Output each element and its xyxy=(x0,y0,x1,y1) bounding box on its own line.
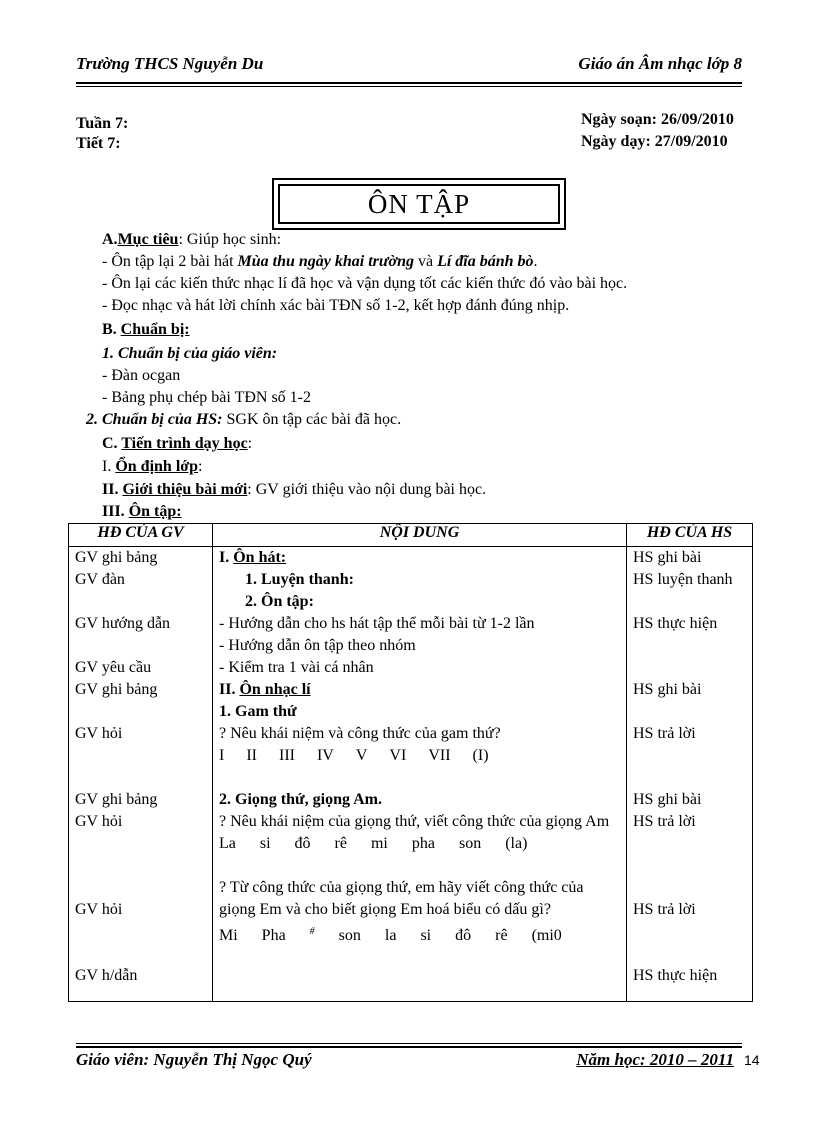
content-s1-line2: - Hướng dẫn ôn tập theo nhóm xyxy=(219,637,416,654)
section-a-title: Mục tiêu xyxy=(117,231,179,248)
step-3-title: Ôn tập: xyxy=(128,503,182,520)
am-note-3: đô xyxy=(294,835,311,852)
student-prep-heading: 2. Chuẩn bị của HS: xyxy=(86,411,223,428)
hs-14 xyxy=(633,833,746,855)
em-note-1: Mi xyxy=(219,927,238,945)
gv-18 xyxy=(75,921,206,943)
section-a-intro: : Giúp học sinh: xyxy=(178,231,282,248)
gv-6: GV yêu cầu xyxy=(75,659,152,676)
section-a-heading xyxy=(102,231,281,249)
teacher-activity-column xyxy=(69,547,213,1002)
teacher-name: Giáo viên: Nguyễn Thị Ngọc Quý xyxy=(76,1050,312,1069)
header-teacher-activity: HĐ CỦA GV xyxy=(69,524,213,547)
em-note-4: la xyxy=(384,927,397,945)
degree-2: II xyxy=(246,747,257,764)
content-s1-item2: 2. Ôn tập: xyxy=(245,593,314,610)
degree-5: V xyxy=(355,747,368,764)
header-content: NỘI DUNG xyxy=(213,524,627,547)
song-1: Mùa thu ngày khai trường xyxy=(237,253,414,270)
gv-10 xyxy=(75,745,206,767)
content-s1-line1: - Hướng dẫn cho hs hát tập thể mỗi bài từ 1-2 lần xyxy=(219,615,535,632)
am-note-4: rê xyxy=(334,835,347,852)
student-prep-text: SGK ôn tập các bài đã học. xyxy=(222,411,402,428)
school-name: Trường THCS Nguyễn Du xyxy=(76,54,264,73)
subject-title: Giáo án Âm nhạc lớp 8 xyxy=(578,54,742,73)
section-c-heading xyxy=(102,435,252,453)
gv-19 xyxy=(75,943,206,965)
content-s1-item1: 1. Luyện thanh: xyxy=(245,571,354,588)
content-column xyxy=(213,547,627,1002)
am-scale xyxy=(219,833,620,855)
hs-19 xyxy=(633,943,746,965)
section-a-prefix: A. xyxy=(102,231,118,248)
am-note-7: son xyxy=(458,835,482,852)
student-prep xyxy=(86,411,401,429)
section-c-prefix: C. xyxy=(102,435,122,452)
hs-18 xyxy=(633,921,746,943)
step-1 xyxy=(102,458,202,476)
hs-17: HS trả lời xyxy=(633,901,696,918)
period-label: Tiết 7: xyxy=(76,135,121,152)
hs-9: HS trả lời xyxy=(633,725,696,742)
step-1-title: Ổn định lớp xyxy=(115,458,199,475)
content-s2-sub1: 1. Gam thứ xyxy=(219,703,297,720)
gv-16 xyxy=(75,877,206,899)
teacher-prep-heading: 1. Chuẩn bị của giáo viên: xyxy=(102,345,278,362)
gv-17: GV hỏi xyxy=(75,901,123,918)
hs-1: HS ghi bài xyxy=(633,549,702,566)
hs-3 xyxy=(633,591,746,613)
lesson-table xyxy=(68,523,753,1002)
content-s1-line3: - Kiểm tra 1 vài cá nhân xyxy=(219,659,374,676)
em-scale xyxy=(219,921,620,943)
degree-4: IV xyxy=(316,747,334,764)
degree-7: VII xyxy=(428,747,451,764)
section-c-title: Tiến trình dạy học xyxy=(121,435,248,452)
hs-5 xyxy=(633,635,746,657)
content-s2-prefix: II. xyxy=(219,681,240,698)
objective-3: - Đọc nhạc và hát lời chính xác bài TĐN số 1-2, kết hợp đánh đúng nhịp. xyxy=(102,297,570,314)
gv-9: GV hỏi xyxy=(75,725,123,742)
hs-7: HS ghi bài xyxy=(633,681,702,698)
footer-rule-thick xyxy=(76,1046,742,1048)
step-3 xyxy=(102,503,182,521)
gv-3 xyxy=(75,591,206,613)
objective-1-end: . xyxy=(533,253,538,270)
hs-13: HS trả lời xyxy=(633,813,696,830)
hs-20: HS thực hiện xyxy=(633,967,718,984)
section-c-colon: : xyxy=(247,435,253,452)
header-rule-thick xyxy=(76,82,742,84)
header-rule-thin xyxy=(76,86,742,87)
step-1-colon: : xyxy=(198,458,203,475)
header-student-activity: HĐ CỦA HS xyxy=(627,524,753,547)
objective-2: - Ôn lại các kiến thức nhạc lí đã học và vận dụng tốt các kiến thức đó vào bài học. xyxy=(102,275,628,292)
degree-6: VI xyxy=(389,747,407,764)
content-s2-heading xyxy=(219,679,620,701)
em-note-7: rê xyxy=(495,927,508,945)
am-note-1: La xyxy=(219,835,236,852)
step-2 xyxy=(102,481,486,499)
gv-8 xyxy=(75,701,206,723)
student-activity-column xyxy=(627,547,753,1002)
hs-16 xyxy=(633,877,746,899)
content-s2-q1: ? Nêu khái niệm và công thức của gam thứ? xyxy=(219,725,501,742)
content-s1-prefix: I. xyxy=(219,549,234,566)
section-b-prefix: B. xyxy=(102,321,121,338)
step-2-text: : GV giới thiệu vào nội dung bài học. xyxy=(247,481,487,498)
objective-1 xyxy=(102,253,538,271)
teacher-prep-item-2: - Bảng phụ chép bài TĐN số 1-2 xyxy=(102,389,311,406)
hs-11 xyxy=(633,767,746,789)
degree-3: III xyxy=(278,747,295,764)
content-s2-q3: ? Từ công thức của giọng thứ, em hãy viết công thức của giọng Em và cho biết giọng Em hoá biểu có dấu gì? xyxy=(219,879,584,918)
hs-6 xyxy=(633,657,746,679)
lesson-title-box xyxy=(272,178,566,230)
hs-2: HS luyện thanh xyxy=(633,571,733,588)
am-note-8: (la) xyxy=(505,835,528,852)
gv-12: GV ghi bảng xyxy=(75,791,158,808)
gv-2: GV đàn xyxy=(75,571,125,588)
section-b-heading xyxy=(102,321,190,339)
date-prepared: Ngày soạn: 26/09/2010 xyxy=(581,111,734,128)
week-label: Tuần 7: xyxy=(76,115,129,132)
content-s2-sub2: 2. Giọng thứ, giọng Am. xyxy=(219,791,382,808)
sharp-sign: # xyxy=(309,926,315,937)
am-note-2: si xyxy=(259,835,271,852)
objective-1-text: - Ôn tập lại 2 bài hát xyxy=(102,253,238,270)
hs-15 xyxy=(633,855,746,877)
gv-11 xyxy=(75,767,206,789)
lesson-title: ÔN TẬP xyxy=(278,184,560,224)
em-note-8: (mi0 xyxy=(531,927,562,945)
hs-12: HS ghi bài xyxy=(633,791,702,808)
spacer xyxy=(219,767,620,789)
teacher-prep-item-1: - Đàn ocgan xyxy=(102,367,181,384)
school-year: Năm học: 2010 – 2011 xyxy=(576,1050,734,1069)
content-s2-q2: ? Nêu khái niệm của giọng thứ, viết công thức của giọng Am xyxy=(219,813,610,830)
hs-10 xyxy=(633,745,746,767)
content-s1-title: Ôn hát: xyxy=(233,549,287,566)
am-note-6: pha xyxy=(411,835,435,852)
degree-1: I xyxy=(219,747,225,764)
hs-8 xyxy=(633,701,746,723)
date-taught: Ngày dạy: 27/09/2010 xyxy=(581,133,728,150)
gv-5 xyxy=(75,635,206,657)
step-2-title: Giới thiệu bài mới xyxy=(122,481,248,498)
am-note-5: mi xyxy=(370,835,388,852)
content-s1-heading xyxy=(219,547,620,569)
objective-1-mid: và xyxy=(413,253,438,270)
step-2-prefix: II. xyxy=(102,481,123,498)
em-note-2 xyxy=(262,921,315,947)
degree-8: (I) xyxy=(472,747,489,764)
song-2: Lí đĩa bánh bò xyxy=(437,253,534,270)
hs-4: HS thực hiện xyxy=(633,615,718,632)
gv-15 xyxy=(75,855,206,877)
em-note-2-name: Pha xyxy=(261,927,286,945)
gv-1: GV ghi bảng xyxy=(75,549,158,566)
content-s2-title: Ôn nhạc lí xyxy=(239,681,311,698)
gv-14 xyxy=(75,833,206,855)
page-number: 14 xyxy=(744,1052,760,1068)
step-1-prefix: I. xyxy=(102,458,116,475)
gv-7: GV ghi bảng xyxy=(75,681,158,698)
gv-4: GV hướng dẫn xyxy=(75,615,171,632)
table-row xyxy=(69,547,753,1002)
em-note-3: son xyxy=(338,927,361,945)
footer-rule-thin xyxy=(76,1043,742,1044)
step-3-prefix: III. xyxy=(102,503,129,520)
table-header-row xyxy=(69,524,753,547)
spacer xyxy=(219,855,620,877)
section-b-title: Chuẩn bị: xyxy=(120,321,190,338)
em-note-6: đô xyxy=(455,927,472,945)
gv-20: GV h/dẫn xyxy=(75,967,138,984)
em-note-5: si xyxy=(420,927,432,945)
minor-scale-degrees xyxy=(219,745,620,767)
gv-13: GV hỏi xyxy=(75,813,123,830)
